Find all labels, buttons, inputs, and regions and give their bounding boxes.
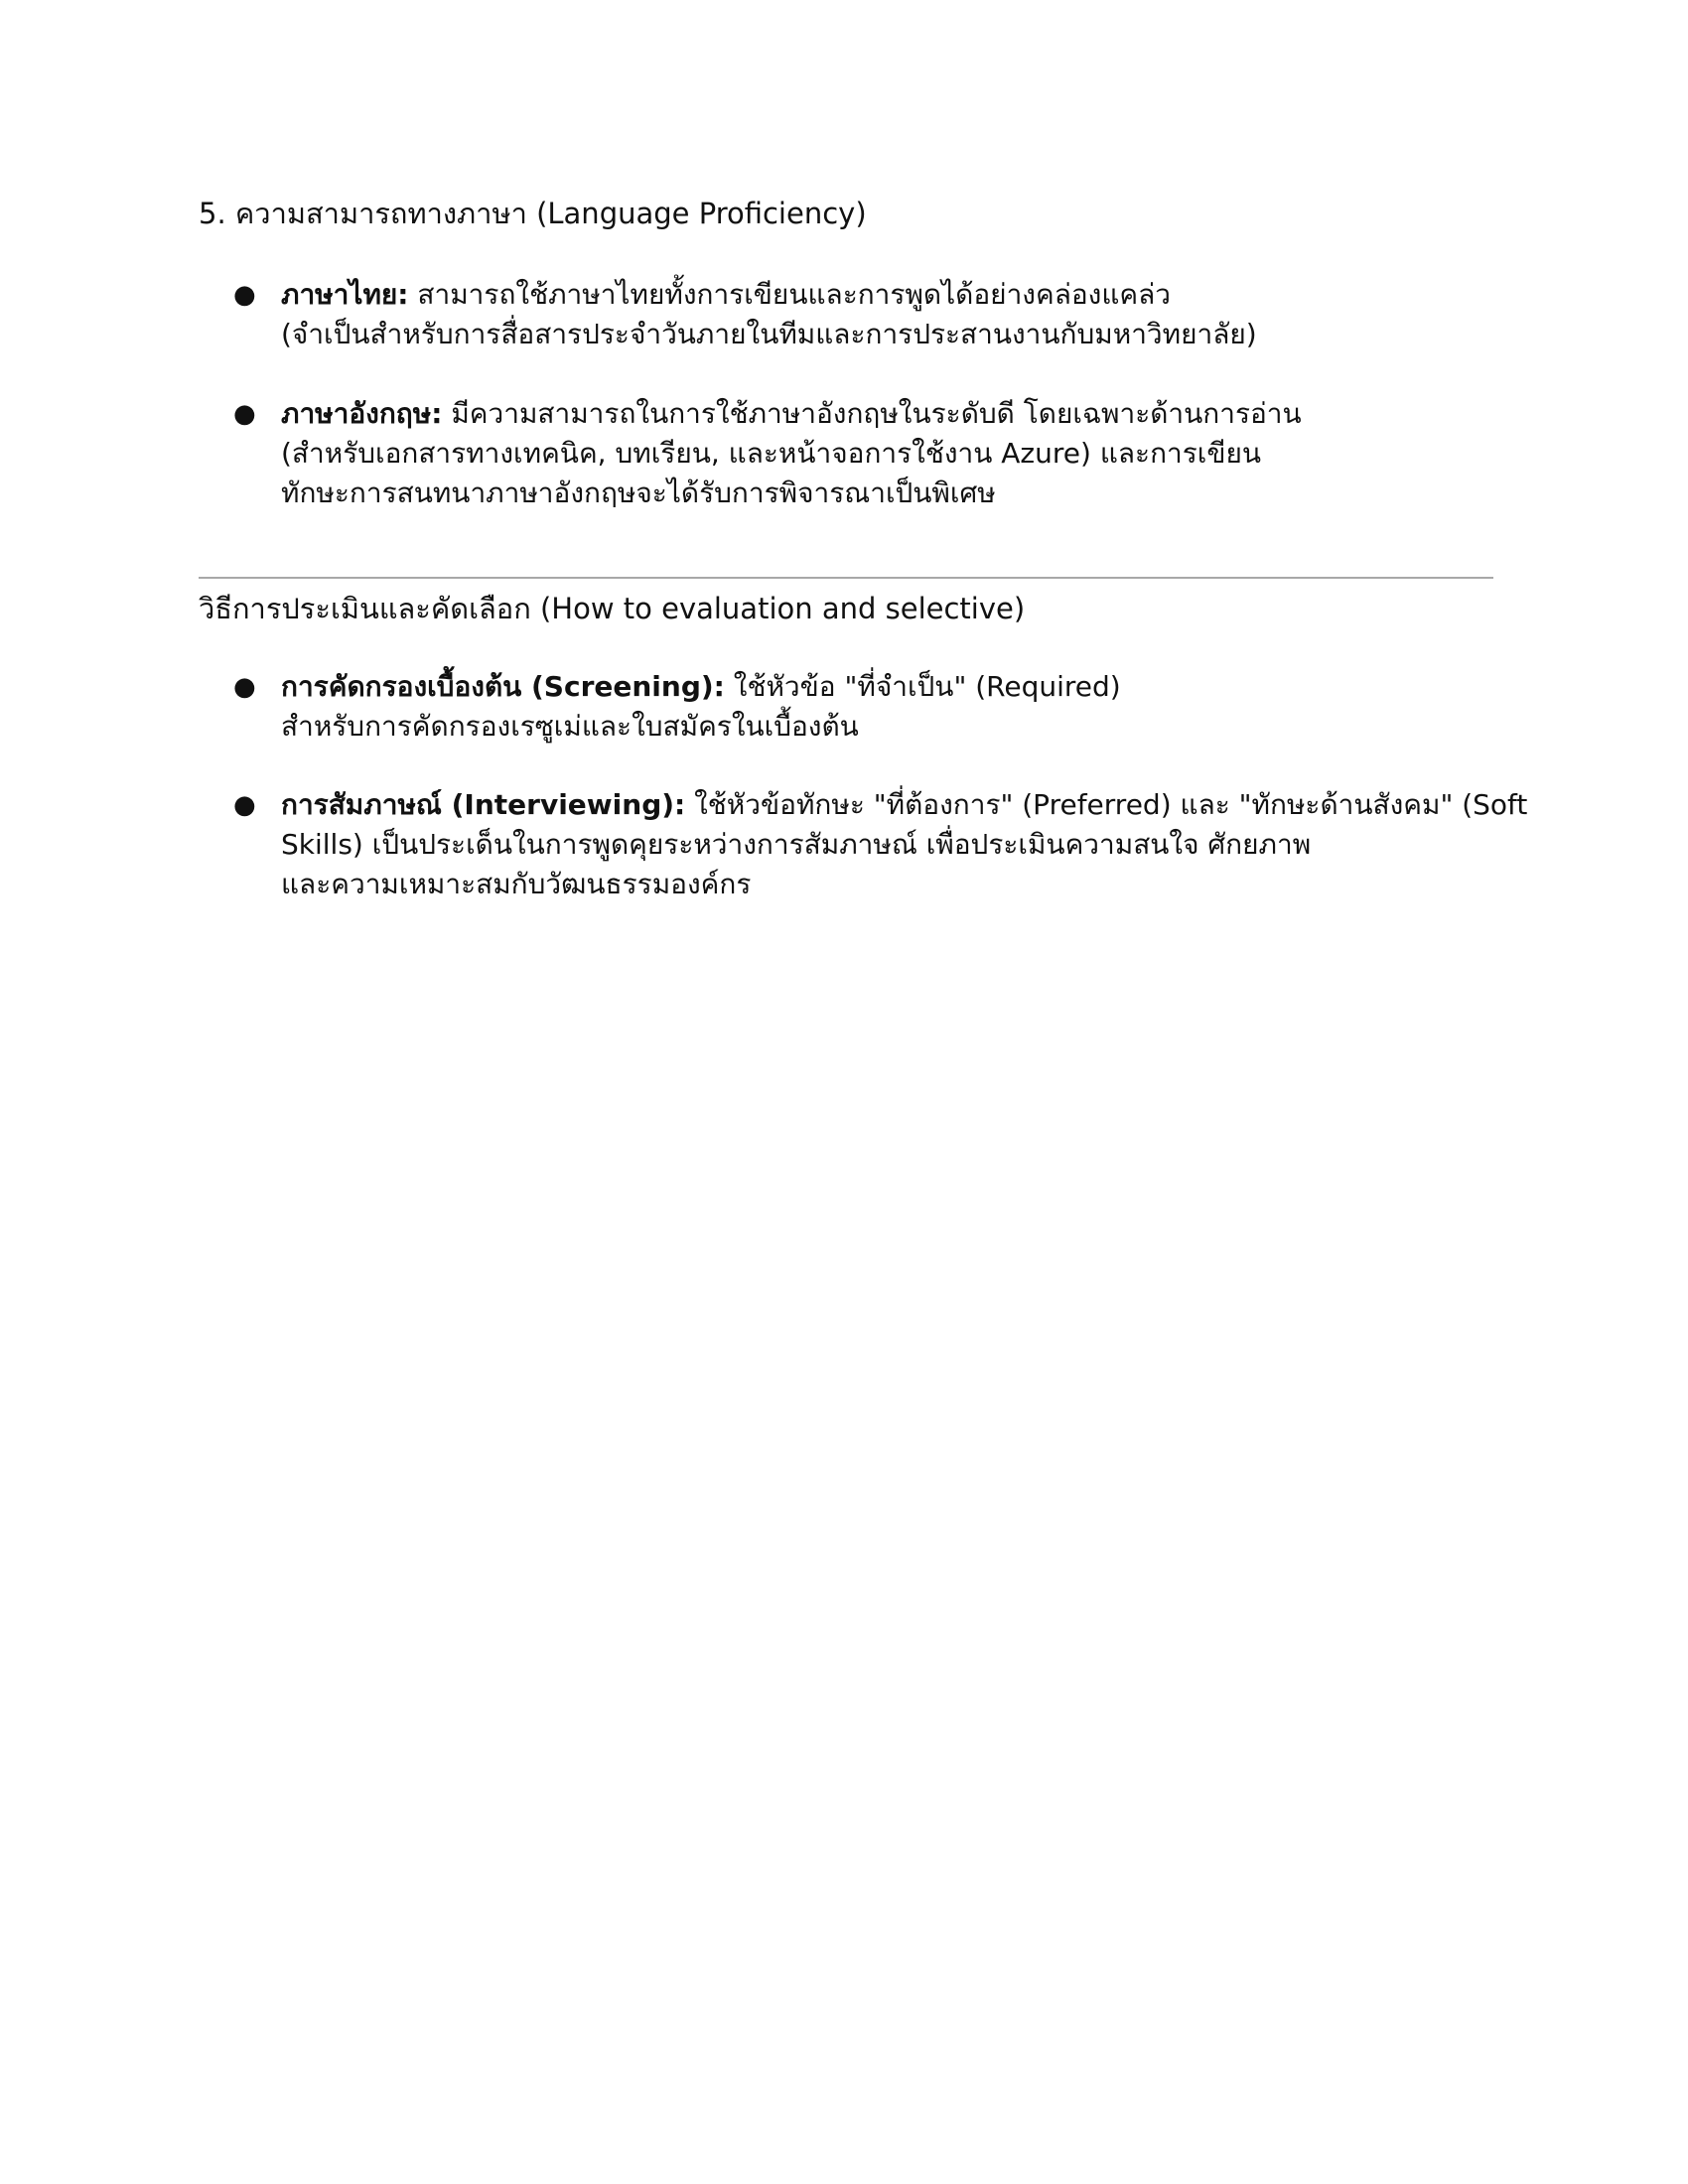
- list-item-text: [281, 275, 1473, 354]
- list-item-line: [281, 275, 1473, 315]
- list-item-line: [281, 394, 1473, 434]
- section-heading-evaluation: วิธีการประเมินและคัดเลือก (How to evaluation and selective): [199, 592, 1026, 625]
- bullet-icon: ●: [233, 672, 256, 702]
- list-item-description: ใช้หัวข้อทักษะ "ที่ต้องการ" (Preferred) และ "ทักษะด้านสังคม" (Soft: [685, 788, 1528, 821]
- list-item-text: [281, 785, 1528, 904]
- section-heading-language-proficiency: 5. ความสามารถทางภาษา (Language Proficiency): [199, 197, 867, 230]
- list-item-description: ใช้หัวข้อ "ที่จำเป็น" (Required): [724, 670, 1121, 703]
- list-item-label: การสัมภาษณ์ (Interviewing):: [281, 788, 686, 821]
- bullet-icon: ●: [233, 280, 256, 310]
- list-item-line: สำหรับการคัดกรองเรซูเม่และใบสมัครในเบื้องต้น: [281, 710, 859, 743]
- list-item-line: [281, 667, 1473, 707]
- bullet-icon: ●: [233, 399, 256, 429]
- list-item-line: (จำเป็นสำหรับการสื่อสารประจำวันภายในทีมและการประสานงานกับมหาวิทยาลัย): [281, 318, 1257, 350]
- list-item-line: [281, 785, 1528, 825]
- list-item-line: และความเหมาะสมกับวัฒนธรรมองค์กร: [281, 868, 752, 900]
- list-item-text: [281, 394, 1473, 513]
- list-item-label: ภาษาอังกฤษ:: [281, 397, 443, 430]
- list-item-text: [281, 667, 1473, 747]
- list-item-description: มีความสามารถในการใช้ภาษาอังกฤษในระดับดี โดยเฉพาะด้านการอ่าน: [442, 397, 1302, 430]
- list-item-line: Skills) เป็นประเด็นในการพูดคุยระหว่างการสัมภาษณ์ เพื่อประเมินความสนใจ ศักยภาพ: [281, 828, 1312, 861]
- horizontal-divider: [199, 577, 1493, 579]
- list-item-line: (สำหรับเอกสารทางเทคนิค, บทเรียน, และหน้าจอการใช้งาน Azure) และการเขียน: [281, 437, 1262, 470]
- list-item-line: ทักษะการสนทนาภาษาอังกฤษจะได้รับการพิจารณาเป็นพิเศษ: [281, 477, 996, 509]
- list-item-label: ภาษาไทย:: [281, 278, 409, 311]
- list-item-description: สามารถใช้ภาษาไทยทั้งการเขียนและการพูดได้อย่างคล่องแคล่ว: [408, 278, 1171, 311]
- list-item-label: การคัดกรองเบื้องต้น (Screening):: [281, 670, 725, 703]
- bullet-icon: ●: [233, 790, 256, 820]
